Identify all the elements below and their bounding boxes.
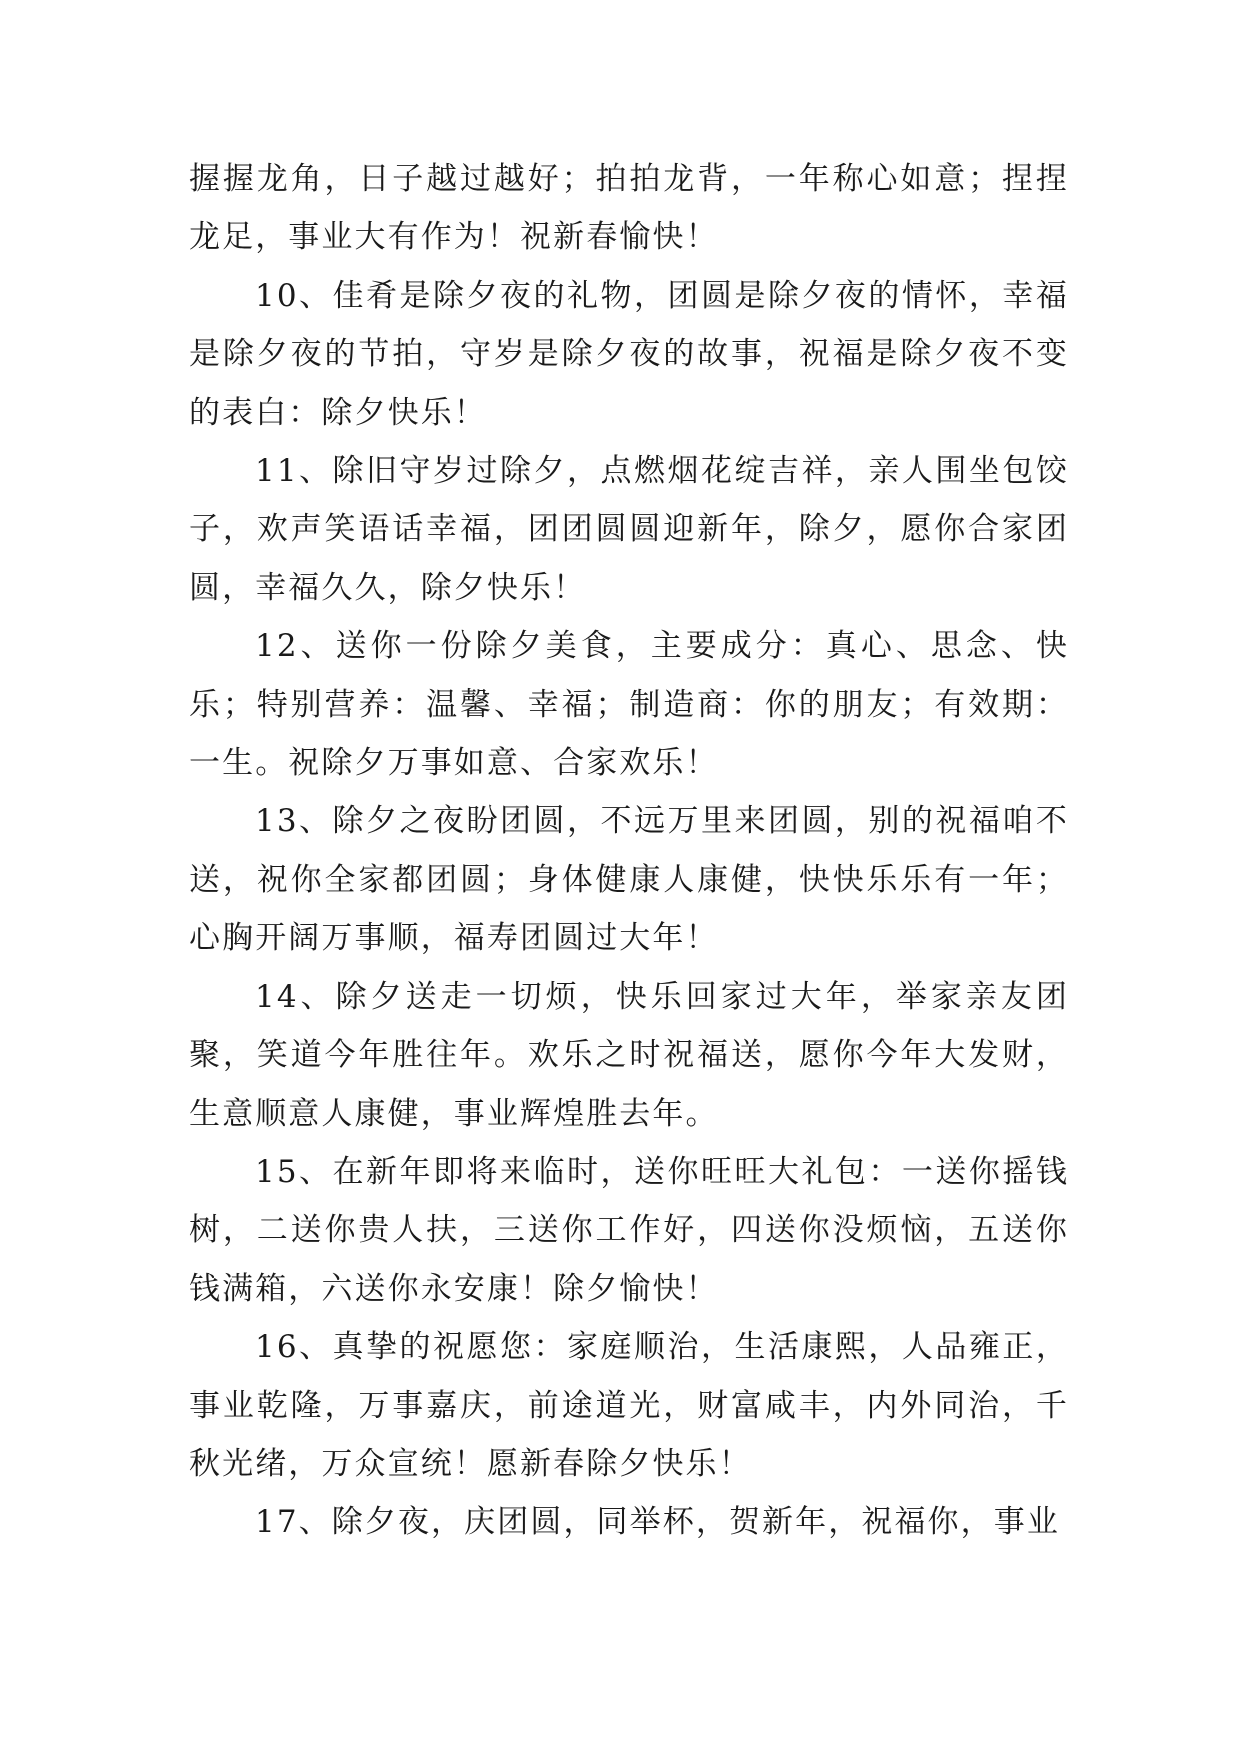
paragraph-item-12: 12、送你一份除夕美食，主要成分：真心、思念、快乐；特别营养：温馨、幸福；制造商：你的朋友；有效期：一生。祝除夕万事如意、合家欢乐！ <box>189 628 1069 782</box>
paragraph-item-15: 15、在新年即将来临时，送你旺旺大礼包：一送你摇钱树，二送你贵人扶，三送你工作好，四送你没烦恼，五送你钱满箱，六送你永安康！除夕愉快！ <box>189 1153 1069 1307</box>
paragraph-item-17: 17、除夕夜，庆团圆，同举杯，贺新年，祝福你，事业 <box>255 1504 1060 1541</box>
paragraph-item-16: 16、真挚的祝愿您：家庭顺治，生活康熙，人品雍正，事业乾隆，万事嘉庆，前途道光，财富咸丰，内外同治，千秋光绪，万众宣统！愿新春除夕快乐！ <box>189 1329 1069 1482</box>
paragraph-item-10: 10、佳肴是除夕夜的礼物，团圆是除夕夜的情怀，幸福是除夕夜的节拍，守岁是除夕夜的故事，祝福是除夕夜不变的表白：除夕快乐！ <box>189 277 1069 431</box>
paragraph-item-14: 14、除夕送走一切烦，快乐回家过大年，举家亲友团聚，笑道今年胜往年。欢乐之时祝福送，愿你今年大发财，生意顺意人康健，事业辉煌胜去年。 <box>189 978 1069 1132</box>
paragraph-item-13: 13、除夕之夜盼团圆，不远万里来团圆，别的祝福咱不送，祝你全家都团圆；身体健康人康健，快快乐乐有一年；心胸开阔万事顺，福寿团圆过大年！ <box>189 803 1069 957</box>
paragraph-item-11: 11、除旧守岁过除夕，点燃烟花绽吉祥，亲人围坐包饺子，欢声笑语话幸福，团团圆圆迎新年，除夕，愿你合家团圆，幸福久久，除夕快乐！ <box>189 453 1069 606</box>
paragraph-greeting-continued: 握握龙角，日子越过越好；拍拍龙背，一年称心如意；捏捏龙足，事业大有作为！祝新春愉快！ <box>189 161 1069 256</box>
document-body <box>189 150 1069 1552</box>
